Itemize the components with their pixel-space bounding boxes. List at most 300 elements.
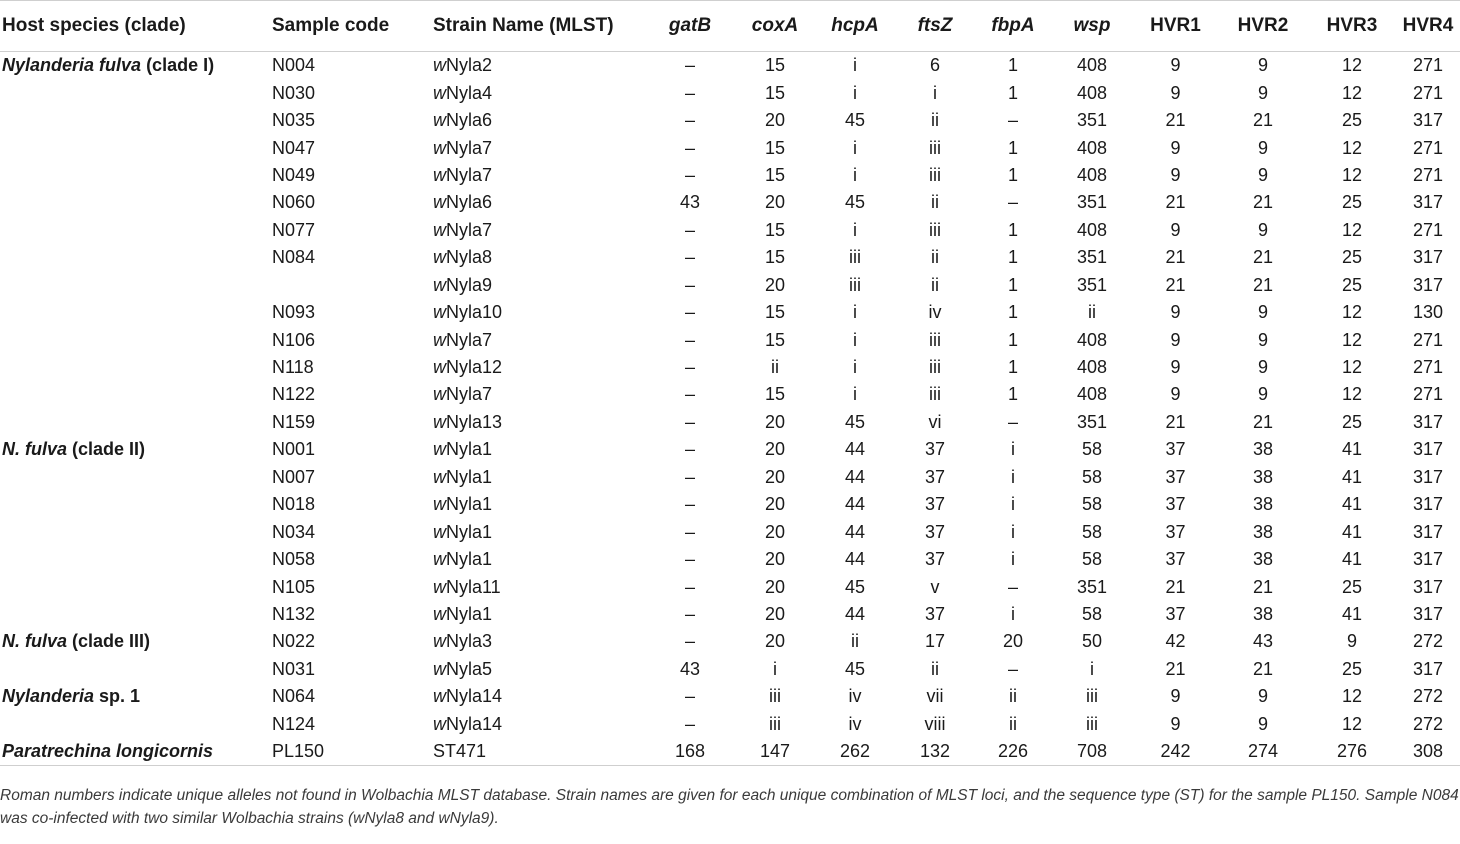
hvr2-cell: 38 <box>1252 603 1274 624</box>
header-coxa: coxA <box>735 1 815 52</box>
wsp-cell: 408 <box>1076 137 1108 158</box>
sample-code-cell: N118 <box>272 357 314 378</box>
hvr1-cell: 21 <box>1165 192 1186 213</box>
sample-code-cell: N159 <box>272 411 316 432</box>
hvr2-cell: 38 <box>1252 439 1274 460</box>
strain-name-cell <box>433 217 645 244</box>
wsp-cell: 351 <box>1076 110 1108 131</box>
strain-label: Nyla13 <box>446 411 503 432</box>
table-row <box>0 573 1460 600</box>
hvr3-cell: 12 <box>1341 329 1363 350</box>
hcpa-cell: 45 <box>844 411 866 432</box>
ftsz-cell: 37 <box>924 439 946 460</box>
hvr2-cell: 38 <box>1252 521 1274 542</box>
table-row <box>0 711 1460 738</box>
hvr4-cell: 271 <box>1412 82 1444 103</box>
hcpa-cell: iii <box>849 274 861 295</box>
wsp-cell: 408 <box>1076 55 1108 76</box>
strain-prefix: w <box>433 713 446 734</box>
coxa-cell: 15 <box>764 247 786 268</box>
table-row <box>0 436 1460 463</box>
strain-label: Nyla14 <box>446 686 503 707</box>
table-row <box>0 464 1460 491</box>
sample-code-cell: N122 <box>272 384 316 405</box>
strain-name-cell <box>433 436 645 463</box>
ftsz-cell: iii <box>929 219 941 240</box>
hvr4-cell: 317 <box>1412 192 1444 213</box>
gatb-cell: – <box>684 82 695 103</box>
hvr2-cell: 21 <box>1252 247 1274 268</box>
fbpa-cell: 1 <box>1007 82 1018 103</box>
host-species-cell <box>0 79 272 106</box>
hvr1-cell: 9 <box>1170 55 1181 76</box>
ftsz-cell: iii <box>929 329 941 350</box>
coxa-cell: 15 <box>764 329 786 350</box>
coxa-cell: 15 <box>764 164 786 185</box>
strain-label: Nyla1 <box>446 549 493 570</box>
wsp-cell: 351 <box>1076 247 1108 268</box>
sample-code-cell: N106 <box>272 329 316 350</box>
strain-prefix: w <box>433 384 446 405</box>
coxa-cell: 20 <box>764 466 786 487</box>
hvr1-cell: 21 <box>1165 274 1186 295</box>
table-row <box>0 683 1460 710</box>
coxa-cell: 20 <box>764 439 786 460</box>
strain-name-cell <box>433 354 645 381</box>
table-row <box>0 656 1460 683</box>
hvr4-cell: 317 <box>1412 247 1444 268</box>
hcpa-cell: 44 <box>844 549 866 570</box>
ftsz-cell: iii <box>929 357 941 378</box>
hvr4-cell: 272 <box>1412 713 1444 734</box>
hvr2-cell: 9 <box>1257 713 1268 734</box>
strain-prefix: w <box>433 466 446 487</box>
hcpa-cell: 45 <box>844 658 866 679</box>
header-hvr4: HVR4 <box>1396 1 1460 52</box>
hvr3-cell: 12 <box>1341 137 1363 158</box>
coxa-cell: iii <box>769 686 781 707</box>
sample-code-cell: N007 <box>272 466 316 487</box>
header-ftsz: ftsZ <box>895 1 975 52</box>
hvr2-cell: 38 <box>1252 549 1274 570</box>
hcpa-cell: 44 <box>844 466 866 487</box>
strain-name-cell <box>433 573 645 600</box>
strain-name-cell <box>433 546 645 573</box>
hvr1-cell: 21 <box>1165 658 1186 679</box>
hvr1-cell: 9 <box>1170 137 1181 158</box>
fbpa-cell: – <box>1007 576 1018 597</box>
strain-label: Nyla8 <box>446 247 493 268</box>
hvr4-cell: 271 <box>1412 55 1444 76</box>
ftsz-cell: ii <box>931 658 939 679</box>
hvr1-cell: 21 <box>1165 247 1186 268</box>
table-row <box>0 354 1460 381</box>
gatb-cell: – <box>684 357 695 378</box>
strain-name-cell <box>433 381 645 408</box>
host-species-cell <box>0 52 272 80</box>
fbpa-cell: ii <box>1009 686 1017 707</box>
ftsz-cell: 37 <box>924 494 946 515</box>
header-gatb: gatB <box>645 1 735 52</box>
hvr3-cell: 276 <box>1308 738 1396 766</box>
fbpa-cell: i <box>1011 494 1015 515</box>
gatb-cell: 43 <box>679 658 701 679</box>
hcpa-cell: i <box>853 357 857 378</box>
strain-label: Nyla1 <box>446 466 493 487</box>
hvr1-cell: 9 <box>1170 686 1181 707</box>
coxa-cell: 20 <box>764 274 786 295</box>
strain-name-cell <box>433 738 645 766</box>
hvr4-cell: 317 <box>1412 658 1444 679</box>
hcpa-cell: i <box>853 82 857 103</box>
hvr4-cell: 317 <box>1412 439 1444 460</box>
wsp-cell: 58 <box>1081 439 1103 460</box>
gatb-cell: – <box>684 110 695 131</box>
sample-code-cell: N064 <box>272 686 316 707</box>
fbpa-cell: 1 <box>1007 302 1018 323</box>
hvr4-cell: 317 <box>1412 411 1444 432</box>
table-row <box>0 79 1460 106</box>
sample-code-cell: N047 <box>272 137 316 158</box>
strain-name-cell <box>433 518 645 545</box>
fbpa-cell: i <box>1011 521 1015 542</box>
hcpa-cell: i <box>853 219 857 240</box>
gatb-cell: – <box>684 576 695 597</box>
table-row <box>0 107 1460 134</box>
hvr4-cell: 271 <box>1412 357 1444 378</box>
header-hcpa: hcpA <box>815 1 895 52</box>
hvr2-cell: 9 <box>1257 164 1268 185</box>
hvr1-cell: 37 <box>1165 603 1186 624</box>
coxa-cell: i <box>773 658 777 679</box>
ftsz-cell: iii <box>929 384 941 405</box>
fbpa-cell: 1 <box>1007 274 1018 295</box>
sample-code-cell: N060 <box>272 192 316 213</box>
sample-code-cell <box>272 272 433 299</box>
sample-code-cell: N105 <box>272 576 316 597</box>
host-clade-label: (clade II) <box>67 439 146 460</box>
hvr3-cell: 12 <box>1341 55 1363 76</box>
hvr3-cell: 25 <box>1341 192 1363 213</box>
hcpa-cell: i <box>853 137 857 158</box>
host-species-cell <box>0 217 272 244</box>
sample-code-cell: N034 <box>272 521 316 542</box>
coxa-cell: 15 <box>764 137 786 158</box>
sample-code-cell: N030 <box>272 82 316 103</box>
hvr4-cell: 130 <box>1412 302 1444 323</box>
gatb-cell: – <box>684 713 695 734</box>
table-row <box>0 244 1460 271</box>
wsp-cell: 351 <box>1076 274 1108 295</box>
wsp-cell: i <box>1090 658 1094 679</box>
hvr4-cell: 317 <box>1412 466 1444 487</box>
ftsz-cell: ii <box>931 247 939 268</box>
host-species-cell <box>0 162 272 189</box>
host-species-cell <box>0 326 272 353</box>
table-row <box>0 162 1460 189</box>
hvr3-cell: 41 <box>1341 603 1363 624</box>
strain-prefix: w <box>433 329 446 350</box>
strain-name-cell <box>433 299 645 326</box>
hvr2-cell: 38 <box>1252 494 1274 515</box>
gatb-cell: – <box>684 439 695 460</box>
fbpa-cell: ii <box>1009 713 1017 734</box>
wsp-cell: 408 <box>1076 82 1108 103</box>
host-species-cell <box>0 573 272 600</box>
host-species-italic: N. fulva <box>2 439 68 460</box>
header-row <box>0 1 1460 52</box>
hvr3-cell: 12 <box>1341 384 1363 405</box>
hvr1-cell: 21 <box>1165 411 1186 432</box>
header-strain-name: Strain Name (MLST) <box>433 1 645 52</box>
hvr3-cell: 12 <box>1341 686 1363 707</box>
gatb-cell: – <box>684 302 695 323</box>
hvr3-cell: 12 <box>1341 713 1363 734</box>
strain-prefix: w <box>433 110 446 131</box>
sample-code-cell: N049 <box>272 164 316 185</box>
strain-prefix: w <box>433 164 446 185</box>
gatb-cell: – <box>684 274 695 295</box>
coxa-cell: 147 <box>735 738 815 766</box>
hvr4-cell: 271 <box>1412 164 1444 185</box>
hvr2-cell: 9 <box>1257 686 1268 707</box>
strain-name-cell <box>433 52 645 80</box>
strain-prefix: w <box>433 603 446 624</box>
fbpa-cell: – <box>1007 110 1018 131</box>
header-fbpa: fbpA <box>975 1 1051 52</box>
coxa-cell: 20 <box>764 549 786 570</box>
gatb-cell: – <box>684 137 695 158</box>
hvr1-cell: 242 <box>1133 738 1218 766</box>
hvr1-cell: 9 <box>1170 82 1181 103</box>
strain-label: Nyla7 <box>446 329 493 350</box>
strain-prefix: w <box>433 192 446 213</box>
table-row <box>0 601 1460 628</box>
fbpa-cell: i <box>1011 603 1015 624</box>
ftsz-cell: v <box>930 576 940 597</box>
strain-prefix: w <box>433 247 446 268</box>
wsp-cell: 708 <box>1051 738 1133 766</box>
coxa-cell: iii <box>769 713 781 734</box>
strain-label: Nyla3 <box>446 631 493 652</box>
sample-code-cell: N018 <box>272 494 316 515</box>
strain-prefix: w <box>433 302 446 323</box>
wsp-cell: ii <box>1088 302 1096 323</box>
sample-code-cell: N022 <box>272 631 316 652</box>
hvr2-cell: 274 <box>1218 738 1308 766</box>
gatb-cell: – <box>684 329 695 350</box>
hvr1-cell: 42 <box>1165 631 1186 652</box>
gatb-cell: – <box>684 521 695 542</box>
strain-label: Nyla10 <box>446 302 503 323</box>
strain-name-cell <box>433 656 645 683</box>
hvr2-cell: 9 <box>1257 357 1268 378</box>
hvr3-cell: 12 <box>1341 164 1363 185</box>
coxa-cell: 20 <box>764 411 786 432</box>
gatb-cell: – <box>684 164 695 185</box>
table-row <box>0 189 1460 216</box>
sample-code-cell: N001 <box>272 439 316 460</box>
host-species-cell <box>0 683 272 710</box>
hvr3-cell: 25 <box>1341 411 1363 432</box>
hvr4-cell: 317 <box>1412 549 1444 570</box>
ftsz-cell: 17 <box>924 631 946 652</box>
hcpa-cell: 44 <box>844 439 866 460</box>
strain-prefix: w <box>433 274 446 295</box>
gatb-cell: – <box>684 686 695 707</box>
hvr3-cell: 41 <box>1341 439 1363 460</box>
strain-name-cell <box>433 107 645 134</box>
strain-label: Nyla7 <box>446 164 493 185</box>
ftsz-cell: 37 <box>924 549 946 570</box>
hvr4-cell: 317 <box>1412 603 1444 624</box>
host-species-cell <box>0 546 272 573</box>
fbpa-cell: 1 <box>1007 137 1018 158</box>
coxa-cell: ii <box>771 357 779 378</box>
hcpa-cell: iii <box>849 247 861 268</box>
hcpa-cell: i <box>853 164 857 185</box>
ftsz-cell: iii <box>929 137 941 158</box>
ftsz-cell: vii <box>926 686 944 707</box>
host-species-cell <box>0 711 272 738</box>
hvr2-cell: 21 <box>1252 576 1274 597</box>
hvr2-cell: 21 <box>1252 411 1274 432</box>
hvr1-cell: 37 <box>1165 494 1186 515</box>
fbpa-cell: 1 <box>1007 384 1018 405</box>
hcpa-cell: 262 <box>815 738 895 766</box>
hvr2-cell: 9 <box>1257 137 1268 158</box>
fbpa-cell: 20 <box>1002 631 1024 652</box>
wsp-cell: 50 <box>1081 631 1103 652</box>
host-species-cell <box>0 134 272 161</box>
hcpa-cell: i <box>853 302 857 323</box>
host-species-cell <box>0 244 272 271</box>
hvr1-cell: 9 <box>1170 164 1181 185</box>
strain-prefix: w <box>433 658 446 679</box>
strain-prefix: w <box>433 439 446 460</box>
strain-label: Nyla5 <box>446 658 493 679</box>
ftsz-cell: 6 <box>929 55 940 76</box>
hcpa-cell: 45 <box>844 576 866 597</box>
fbpa-cell: 1 <box>1007 357 1018 378</box>
hvr3-cell: 25 <box>1341 110 1363 131</box>
sample-code-cell: N132 <box>272 603 316 624</box>
hvr3-cell: 41 <box>1341 549 1363 570</box>
strain-prefix: w <box>433 494 446 515</box>
host-species-cell <box>0 381 272 408</box>
strain-label: Nyla6 <box>446 192 493 213</box>
gatb-cell: – <box>684 219 695 240</box>
coxa-cell: 20 <box>764 521 786 542</box>
hvr1-cell: 9 <box>1170 219 1181 240</box>
gatb-cell: – <box>684 549 695 570</box>
hvr1-cell: 9 <box>1170 302 1181 323</box>
hvr3-cell: 12 <box>1341 219 1363 240</box>
strain-name-cell <box>433 189 645 216</box>
strain-label: Nyla1 <box>446 603 493 624</box>
hvr3-cell: 25 <box>1341 658 1363 679</box>
hvr4-cell: 271 <box>1412 384 1444 405</box>
coxa-cell: 15 <box>764 302 786 323</box>
table-row <box>0 272 1460 299</box>
coxa-cell: 15 <box>764 82 786 103</box>
hvr4-cell: 308 <box>1396 738 1460 766</box>
hvr3-cell: 25 <box>1341 274 1363 295</box>
strain-name-cell <box>433 79 645 106</box>
host-species-italic: Paratrechina longicornis <box>2 741 214 762</box>
strain-name-cell <box>433 244 645 271</box>
host-species-cell <box>0 518 272 545</box>
table-row <box>0 546 1460 573</box>
hvr3-cell: 25 <box>1341 576 1363 597</box>
strain-prefix: w <box>433 219 446 240</box>
ftsz-cell: 37 <box>924 521 946 542</box>
wsp-cell: 58 <box>1081 494 1103 515</box>
hvr4-cell: 271 <box>1412 137 1444 158</box>
table-row <box>0 326 1460 353</box>
strain-label: Nyla1 <box>446 494 493 515</box>
strain-prefix: w <box>433 549 446 570</box>
strain-prefix: w <box>433 631 446 652</box>
sample-code-cell: N031 <box>272 658 316 679</box>
strain-label: Nyla1 <box>446 521 493 542</box>
strain-prefix: w <box>433 357 446 378</box>
table-footnote: Roman numbers indicate unique alleles not found in Wolbachia MLST database. Strain names are given for each unique combination of MLST loci, and the sequence type (ST) for the sample PL150. Sample N084 was co-infected with two similar Wolbachia strains (wNyla8 and wNyla9). <box>0 787 1459 827</box>
strain-label: Nyla7 <box>446 219 493 240</box>
hvr2-cell: 9 <box>1257 384 1268 405</box>
wsp-cell: iii <box>1086 686 1098 707</box>
wsp-cell: 408 <box>1076 384 1108 405</box>
fbpa-cell: 226 <box>975 738 1051 766</box>
gatb-cell: – <box>684 411 695 432</box>
header-hvr3: HVR3 <box>1308 1 1396 52</box>
coxa-cell: 20 <box>764 192 786 213</box>
wsp-cell: 58 <box>1081 603 1103 624</box>
host-species-italic: N. fulva <box>2 631 68 652</box>
coxa-cell: 15 <box>764 219 786 240</box>
gatb-cell: – <box>684 466 695 487</box>
hvr3-cell: 12 <box>1341 82 1363 103</box>
ftsz-cell: ii <box>931 110 939 131</box>
fbpa-cell: – <box>1007 192 1018 213</box>
hvr4-cell: 271 <box>1412 219 1444 240</box>
header-hvr1: HVR1 <box>1133 1 1218 52</box>
sample-code-cell: N077 <box>272 219 316 240</box>
host-species-cell <box>0 601 272 628</box>
header-sample-code: Sample code <box>272 1 433 52</box>
hcpa-cell: 44 <box>844 521 866 542</box>
hvr3-cell: 12 <box>1341 357 1363 378</box>
coxa-cell: 20 <box>764 603 786 624</box>
hvr4-cell: 271 <box>1412 329 1444 350</box>
coxa-cell: 20 <box>764 631 786 652</box>
fbpa-cell: 1 <box>1007 164 1018 185</box>
gatb-cell: – <box>684 603 695 624</box>
hvr1-cell: 9 <box>1170 384 1181 405</box>
strain-name-cell <box>433 711 645 738</box>
strain-prefix: w <box>433 55 446 76</box>
host-species-italic: Nylanderia fulva <box>2 55 142 76</box>
strain-label: Nyla6 <box>446 110 493 131</box>
strain-name-cell <box>433 601 645 628</box>
fbpa-cell: – <box>1007 658 1018 679</box>
sample-code-cell: N093 <box>272 302 316 323</box>
ftsz-cell: viii <box>924 713 946 734</box>
host-species-cell <box>0 299 272 326</box>
strain-label: Nyla7 <box>446 137 493 158</box>
host-clade-label: (clade III) <box>67 631 151 652</box>
sample-code-cell: PL150 <box>272 738 433 766</box>
